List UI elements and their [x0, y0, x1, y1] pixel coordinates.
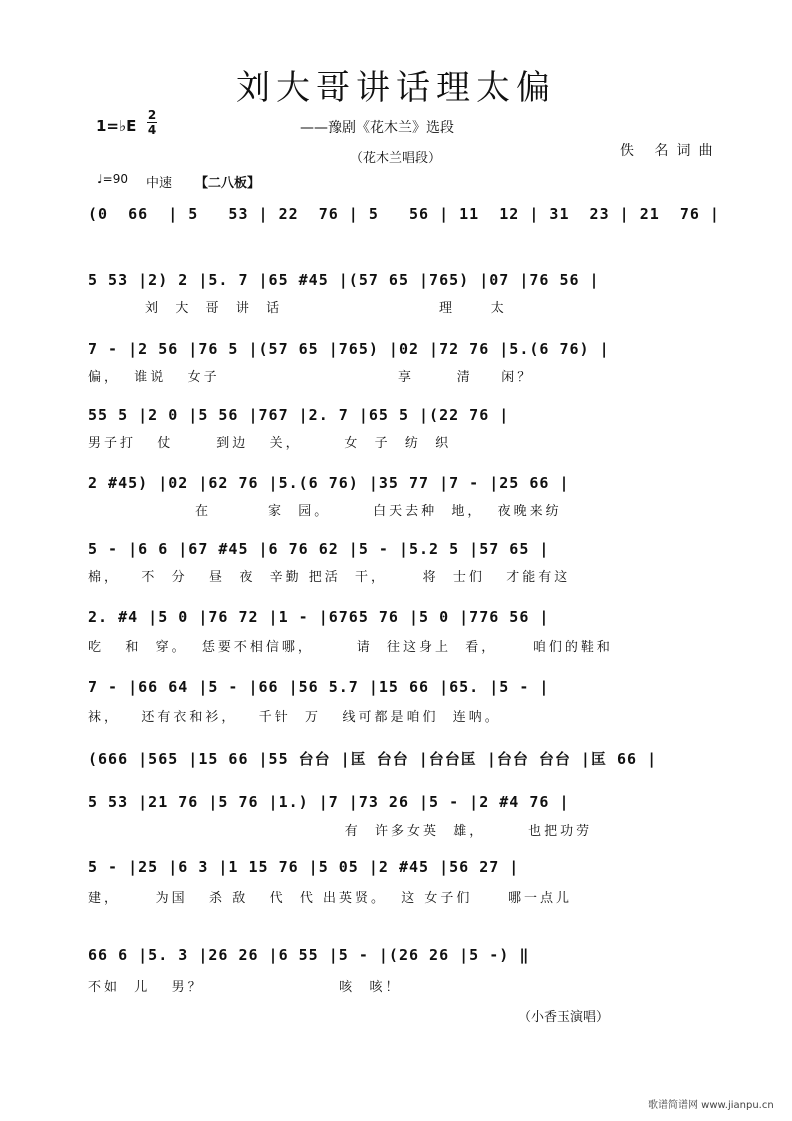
lyric-line: 偏， 谁说 女子 享 清 闲？	[88, 370, 534, 385]
key-signature: 1=♭E	[96, 117, 137, 135]
staff-notes: 5 - |6 6 |67 #45 |6 76 62 |5 - |5.2 5 |57 65 |	[88, 540, 550, 558]
section-label: （花木兰唱段）	[350, 151, 442, 166]
lyric-line: 男子打 仗 到边 关， 女 子 纺 织	[88, 436, 452, 451]
staff-notes: (666 |565 |15 66 |55 台台 |匡 台台 |台台匡 |台台 台台 |匡 66 |	[88, 750, 658, 768]
lyric-line: 吃 和 穿。 恁要不相信哪， 请 往这身上 看， 咱们的鞋和	[88, 640, 613, 655]
staff-line	[88, 858, 718, 884]
staff-line	[88, 406, 718, 432]
staff-line	[88, 946, 718, 972]
staff-line	[88, 340, 718, 366]
lyric-line: 袜， 还有衣和衫， 千针 万 线可都是咱们 连呐。	[88, 710, 501, 725]
staff-notes: 66 6 |5. 3 |26 26 |6 55 |5 - |(26 26 |5 -) ‖	[88, 946, 530, 964]
speed-marking: 中速	[146, 176, 173, 191]
lyric-line: 棉， 不 分 昼 夜 辛勤 把活 干， 将 士们 才能有这	[88, 570, 571, 585]
lyric-line: 不如 儿 男？ 咳 咳！	[88, 980, 402, 995]
staff-notes: 5 53 |2) 2 |5. 7 |65 #45 |(57 65 |765) |07 |76 56 |	[88, 271, 600, 289]
banshi-marking: 【二八板】	[195, 176, 261, 191]
tempo-marking: ♩=90	[97, 172, 128, 186]
staff-line	[88, 540, 718, 566]
subtitle: ——豫剧《花木兰》选段	[300, 120, 454, 136]
staff-line	[88, 793, 718, 819]
staff-notes: 5 - |25 |6 3 |1 15 76 |5 05 |2 #45 |56 27 |	[88, 858, 520, 876]
staff-line	[88, 608, 718, 634]
credit: 佚 名词曲	[620, 143, 721, 159]
watermark: 歌谱简谱网 www.jianpu.cn	[648, 1100, 774, 1111]
lyric-line: 在 家 园。 白天去种 地， 夜晚来纺	[88, 504, 562, 519]
page-title: 刘大哥讲话理太偏	[236, 68, 556, 108]
staff-notes: 2 #45) |02 |62 76 |5.(6 76) |35 77 |7 - |25 66 |	[88, 474, 570, 492]
staff-notes: 55 5 |2 0 |5 56 |767 |2. 7 |65 5 |(22 76 |	[88, 406, 510, 424]
lyric-line: 建， 为国 杀 敌 代 代 出英贤。 这 女子们 哪一点儿	[88, 891, 573, 906]
staff-notes: (0 66 | 5 53 | 22 76 | 5 56 | 11 12 | 31 23 | 21 76 |	[88, 205, 720, 223]
staff-notes: 7 - |2 56 |76 5 |(57 65 |765) |02 |72 76 |5.(6 76) |	[88, 340, 610, 358]
staff-notes: 5 53 |21 76 |5 76 |1.) |7 |73 26 |5 - |2 #4 76 |	[88, 793, 570, 811]
lyric-line: 刘 大 哥 讲 话 理 太	[88, 301, 507, 316]
lyric-line: 有 许多女英 雄， 也把功劳	[88, 824, 593, 839]
staff-line	[88, 748, 718, 774]
staff-line	[88, 205, 718, 231]
staff-line	[88, 474, 718, 500]
time-bottom: 4	[147, 123, 157, 137]
performer-credit: （小香玉演唱）	[518, 1010, 610, 1025]
staff-notes: 2. #4 |5 0 |76 72 |1 - |6765 76 |5 0 |776 56 |	[88, 608, 550, 626]
staff-notes: 7 - |66 64 |5 - |66 |56 5.7 |15 66 |65. |5 - |	[88, 678, 550, 696]
staff-line	[88, 271, 718, 297]
time-top: 2	[147, 108, 157, 122]
staff-line	[88, 678, 718, 704]
time-signature	[147, 109, 157, 136]
